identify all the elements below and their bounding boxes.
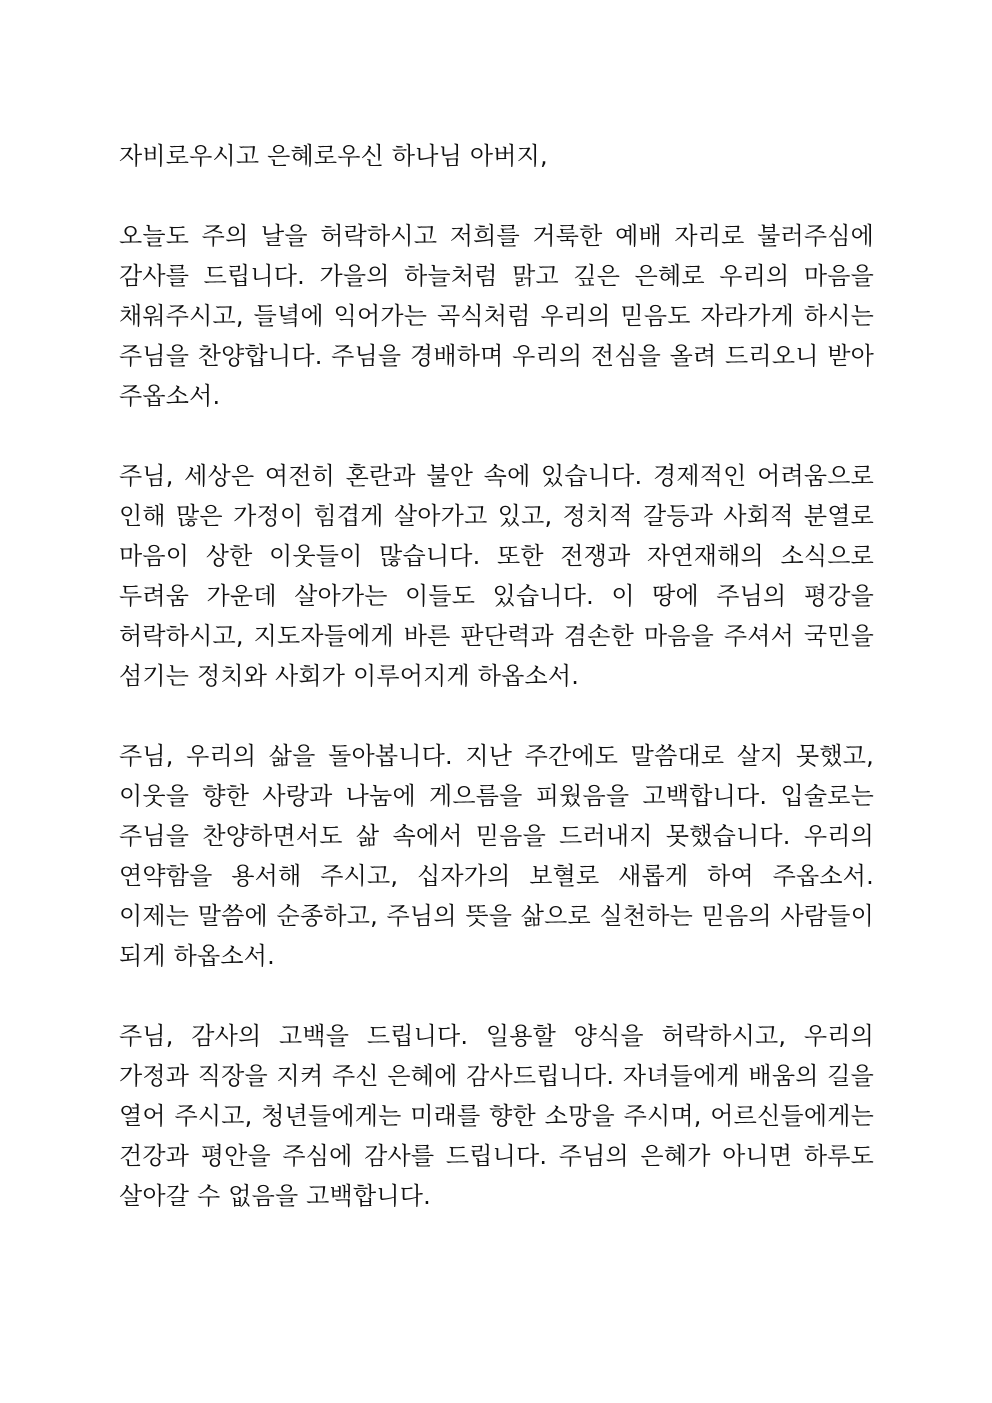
paragraph-confession: 주님, 우리의 삶을 돌아봅니다. 지난 주간에도 말씀대로 살지 못했고, 이웃을 향한 사랑과 나눔에 게으름을 피웠음을 고백합니다. 입술로는 주님을 찬양하면서도 삶 속에서 믿음을 드러내지 못했습니다. 우리의 연약함을 용서해 주시고, 십자가의 보혈로 새롭게 하여 주옵소서. 이제는 말씀에 순종하고, 주님의 뜻을 삶으로 실천하는 믿음의 사람들이 되게 하옵소서. (119, 742, 874, 970)
paragraph-gratitude: 주님, 감사의 고백을 드립니다. 일용할 양식을 허락하시고, 우리의 가정과 직장을 지켜 주신 은혜에 감사드립니다. 자녀들에게 배움의 길을 열어 주시고, 청년들에게는 미래를 향한 소망을 주시며, 어르신들에게는 건강과 평안을 주심에 감사를 드립니다. 주님의 은혜가 아니면 하루도 살아갈 수 없음을 고백합니다. (119, 1022, 874, 1210)
paragraph-thanksgiving-worship: 오늘도 주의 날을 허락하시고 저희를 거룩한 예배 자리로 불러주심에 감사를 드립니다. 가을의 하늘처럼 맑고 깊은 은혜로 우리의 마음을 채워주시고, 들녘에 익어가는 곡식처럼 우리의 믿음도 자라가게 하시는 주님을 찬양합니다. 주님을 경배하며 우리의 전심을 올려 드리오니 받아 주옵소서. (119, 222, 874, 410)
paragraph-world-prayer: 주님, 세상은 여전히 혼란과 불안 속에 있습니다. 경제적인 어려움으로 인해 많은 가정이 힘겹게 살아가고 있고, 정치적 갈등과 사회적 분열로 마음이 상한 이웃들이 많습니다. 또한 전쟁과 자연재해의 소식으로 두려움 가운데 살아가는 이들도 있습니다. 이 땅에 주님의 평강을 허락하시고, 지도자들에게 바른 판단력과 겸손한 마음을 주셔서 국민을 섬기는 정치와 사회가 이루어지게 하옵소서. (119, 462, 874, 690)
greeting-line: 자비로우시고 은혜로우신 하나님 아버지, (119, 142, 548, 170)
prayer-text (119, 136, 874, 1216)
